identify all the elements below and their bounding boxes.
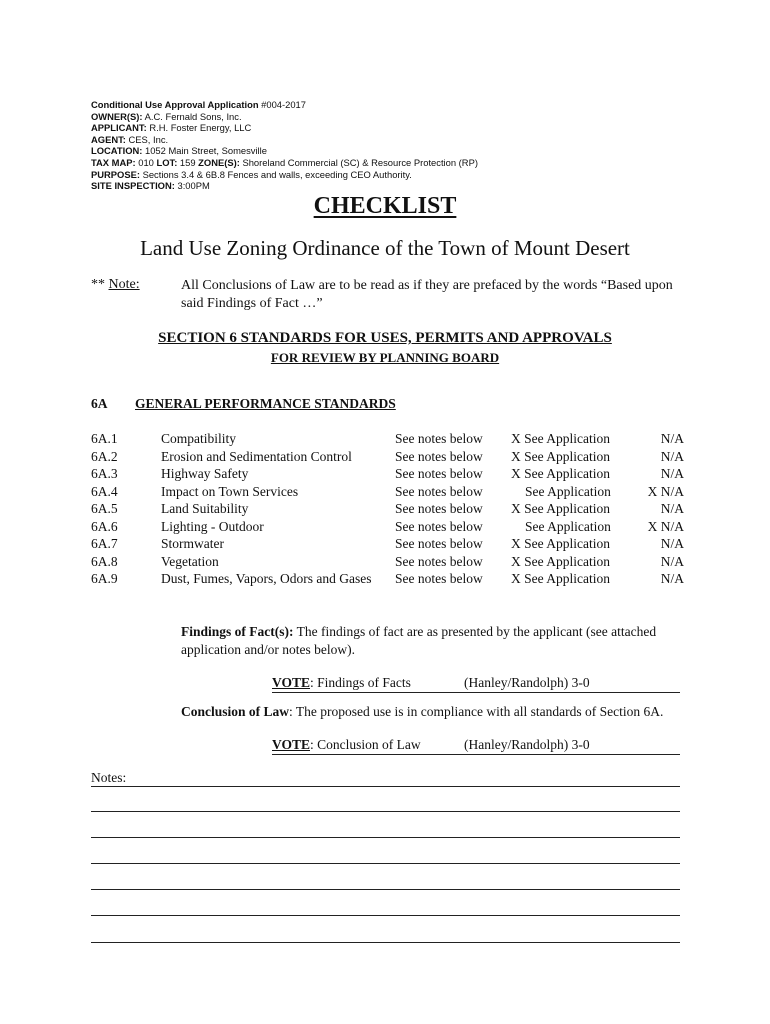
item-na: X N/A (647, 518, 684, 534)
item-code: 6A.2 (91, 448, 118, 464)
vote-label: VOTE (272, 737, 310, 752)
item-na: N/A (660, 571, 684, 586)
item-application: X See Application (511, 501, 610, 516)
item-notes: See notes below (395, 431, 483, 446)
agent-line: AGENT: CES, Inc. (91, 133, 169, 145)
vote-result: (Hanley/Randolph) 3-0 (464, 675, 590, 690)
standard-code: 6A (91, 396, 108, 411)
item-na: N/A (660, 431, 684, 446)
item-na: N/A (660, 448, 684, 464)
item-application: X See Application (511, 536, 610, 551)
item-notes: See notes below (395, 448, 483, 464)
findings-text: The findings of fact are as presented by the applicant (see attached application and/or notes below). (181, 624, 657, 657)
notes-line (91, 837, 680, 838)
conclusion-of-law (181, 703, 681, 721)
findings-label: Findings of Fact(s): (181, 624, 294, 639)
site-inspection-line: SITE INSPECTION: 3:00PM (91, 180, 210, 192)
item-name: Lighting - Outdoor (161, 518, 264, 534)
notes-line (91, 863, 680, 864)
standard-title: GENERAL PERFORMANCE STANDARDS (135, 396, 396, 411)
page-title: CHECKLIST (313, 193, 457, 219)
table-row (0, 535, 770, 553)
table-row (0, 570, 770, 605)
item-notes: See notes below (395, 536, 483, 551)
note-text: All Conclusions of Law are to be read as if they are prefaced by the words “Based upon said Findings of Fact …” (181, 278, 673, 311)
item-application: See Application (525, 518, 611, 534)
item-name: Impact on Town Services (161, 483, 299, 499)
vote-conclusion-line (272, 737, 680, 755)
table-row (0, 465, 770, 483)
item-na: N/A (660, 466, 684, 481)
item-na: N/A (660, 553, 684, 569)
table-row (0, 448, 770, 466)
item-notes: See notes below (395, 571, 483, 586)
vote-text: : Findings of Facts (310, 675, 411, 690)
ordinance-title: Land Use Zoning Ordinance of the Town of Mount Desert (140, 236, 630, 260)
item-na: N/A (660, 536, 684, 551)
table-row (0, 430, 770, 448)
conclusion-text: : The proposed use is in compliance with all standards of Section 6A. (289, 704, 664, 719)
location-line: LOCATION: 1052 Main Street, Somesville (91, 145, 267, 157)
item-code: 6A.3 (91, 466, 118, 481)
item-name: Erosion and Sedimentation Control (161, 448, 352, 464)
item-name: Land Suitability (161, 501, 249, 516)
notes-line (91, 942, 680, 943)
item-code: 6A.5 (91, 501, 118, 516)
item-application: X See Application (511, 431, 610, 446)
notes-label: Notes: (91, 770, 127, 785)
application-number-line: Conditional Use Approval Application #004-2017 (91, 99, 306, 110)
vote-label: VOTE (272, 675, 310, 690)
owner-line: OWNER(S): A.C. Fernald Sons, Inc. (91, 110, 242, 122)
item-name: Highway Safety (161, 466, 249, 481)
application-header (91, 99, 691, 192)
conclusion-label: Conclusion of Law (181, 704, 290, 719)
item-application: See Application (525, 483, 611, 499)
section-title: SECTION 6 STANDARDS FOR USES, PERMITS AND APPROVALS (158, 330, 612, 346)
table-row (0, 483, 770, 501)
item-code: 6A.6 (91, 518, 118, 534)
item-name: Compatibility (161, 431, 237, 446)
item-application: X See Application (511, 466, 610, 481)
item-application: X See Application (511, 553, 610, 569)
table-row (0, 518, 770, 536)
findings-of-fact (181, 623, 661, 658)
note-label: ** Note: (91, 277, 140, 292)
item-code: 6A.4 (91, 483, 118, 499)
item-na: X N/A (647, 483, 684, 499)
table-row (0, 553, 770, 571)
table-row (0, 500, 770, 518)
purpose-line: PURPOSE: Sections 3.4 & 6B.8 Fences and walls, exceeding CEO Authority. (91, 168, 412, 180)
item-name: Stormwater (161, 536, 224, 551)
vote-findings-line (272, 675, 680, 693)
item-notes: See notes below (395, 553, 483, 569)
applicant-line: APPLICANT: R.H. Foster Energy, LLC (91, 122, 252, 134)
notes-line (91, 889, 680, 890)
item-code: 6A.8 (91, 553, 118, 569)
section-subtitle: FOR REVIEW BY PLANNING BOARD (270, 350, 500, 365)
standards-table (0, 430, 770, 605)
item-code: 6A.9 (91, 571, 118, 586)
item-code: 6A.1 (91, 431, 118, 446)
item-notes: See notes below (395, 466, 483, 481)
notes-line (91, 811, 680, 812)
item-notes: See notes below (395, 501, 483, 516)
vote-text: : Conclusion of Law (310, 737, 421, 752)
item-notes: See notes below (395, 483, 483, 499)
item-na: N/A (660, 501, 684, 516)
item-code: 6A.7 (91, 536, 118, 551)
item-notes: See notes below (395, 518, 483, 534)
item-name: Dust, Fumes, Vapors, Odors and Gases (161, 571, 372, 586)
item-application: X See Application (511, 571, 610, 586)
item-application: X See Application (511, 448, 610, 464)
notes-line (91, 915, 680, 916)
item-name: Vegetation (161, 553, 219, 569)
vote-result: (Hanley/Randolph) 3-0 (464, 737, 590, 752)
notes-line (91, 786, 680, 787)
tax-map-line: TAX MAP: 010 LOT: 159 ZONE(S): Shoreland Commercial (SC) & Resource Protection (RP) (91, 156, 478, 168)
